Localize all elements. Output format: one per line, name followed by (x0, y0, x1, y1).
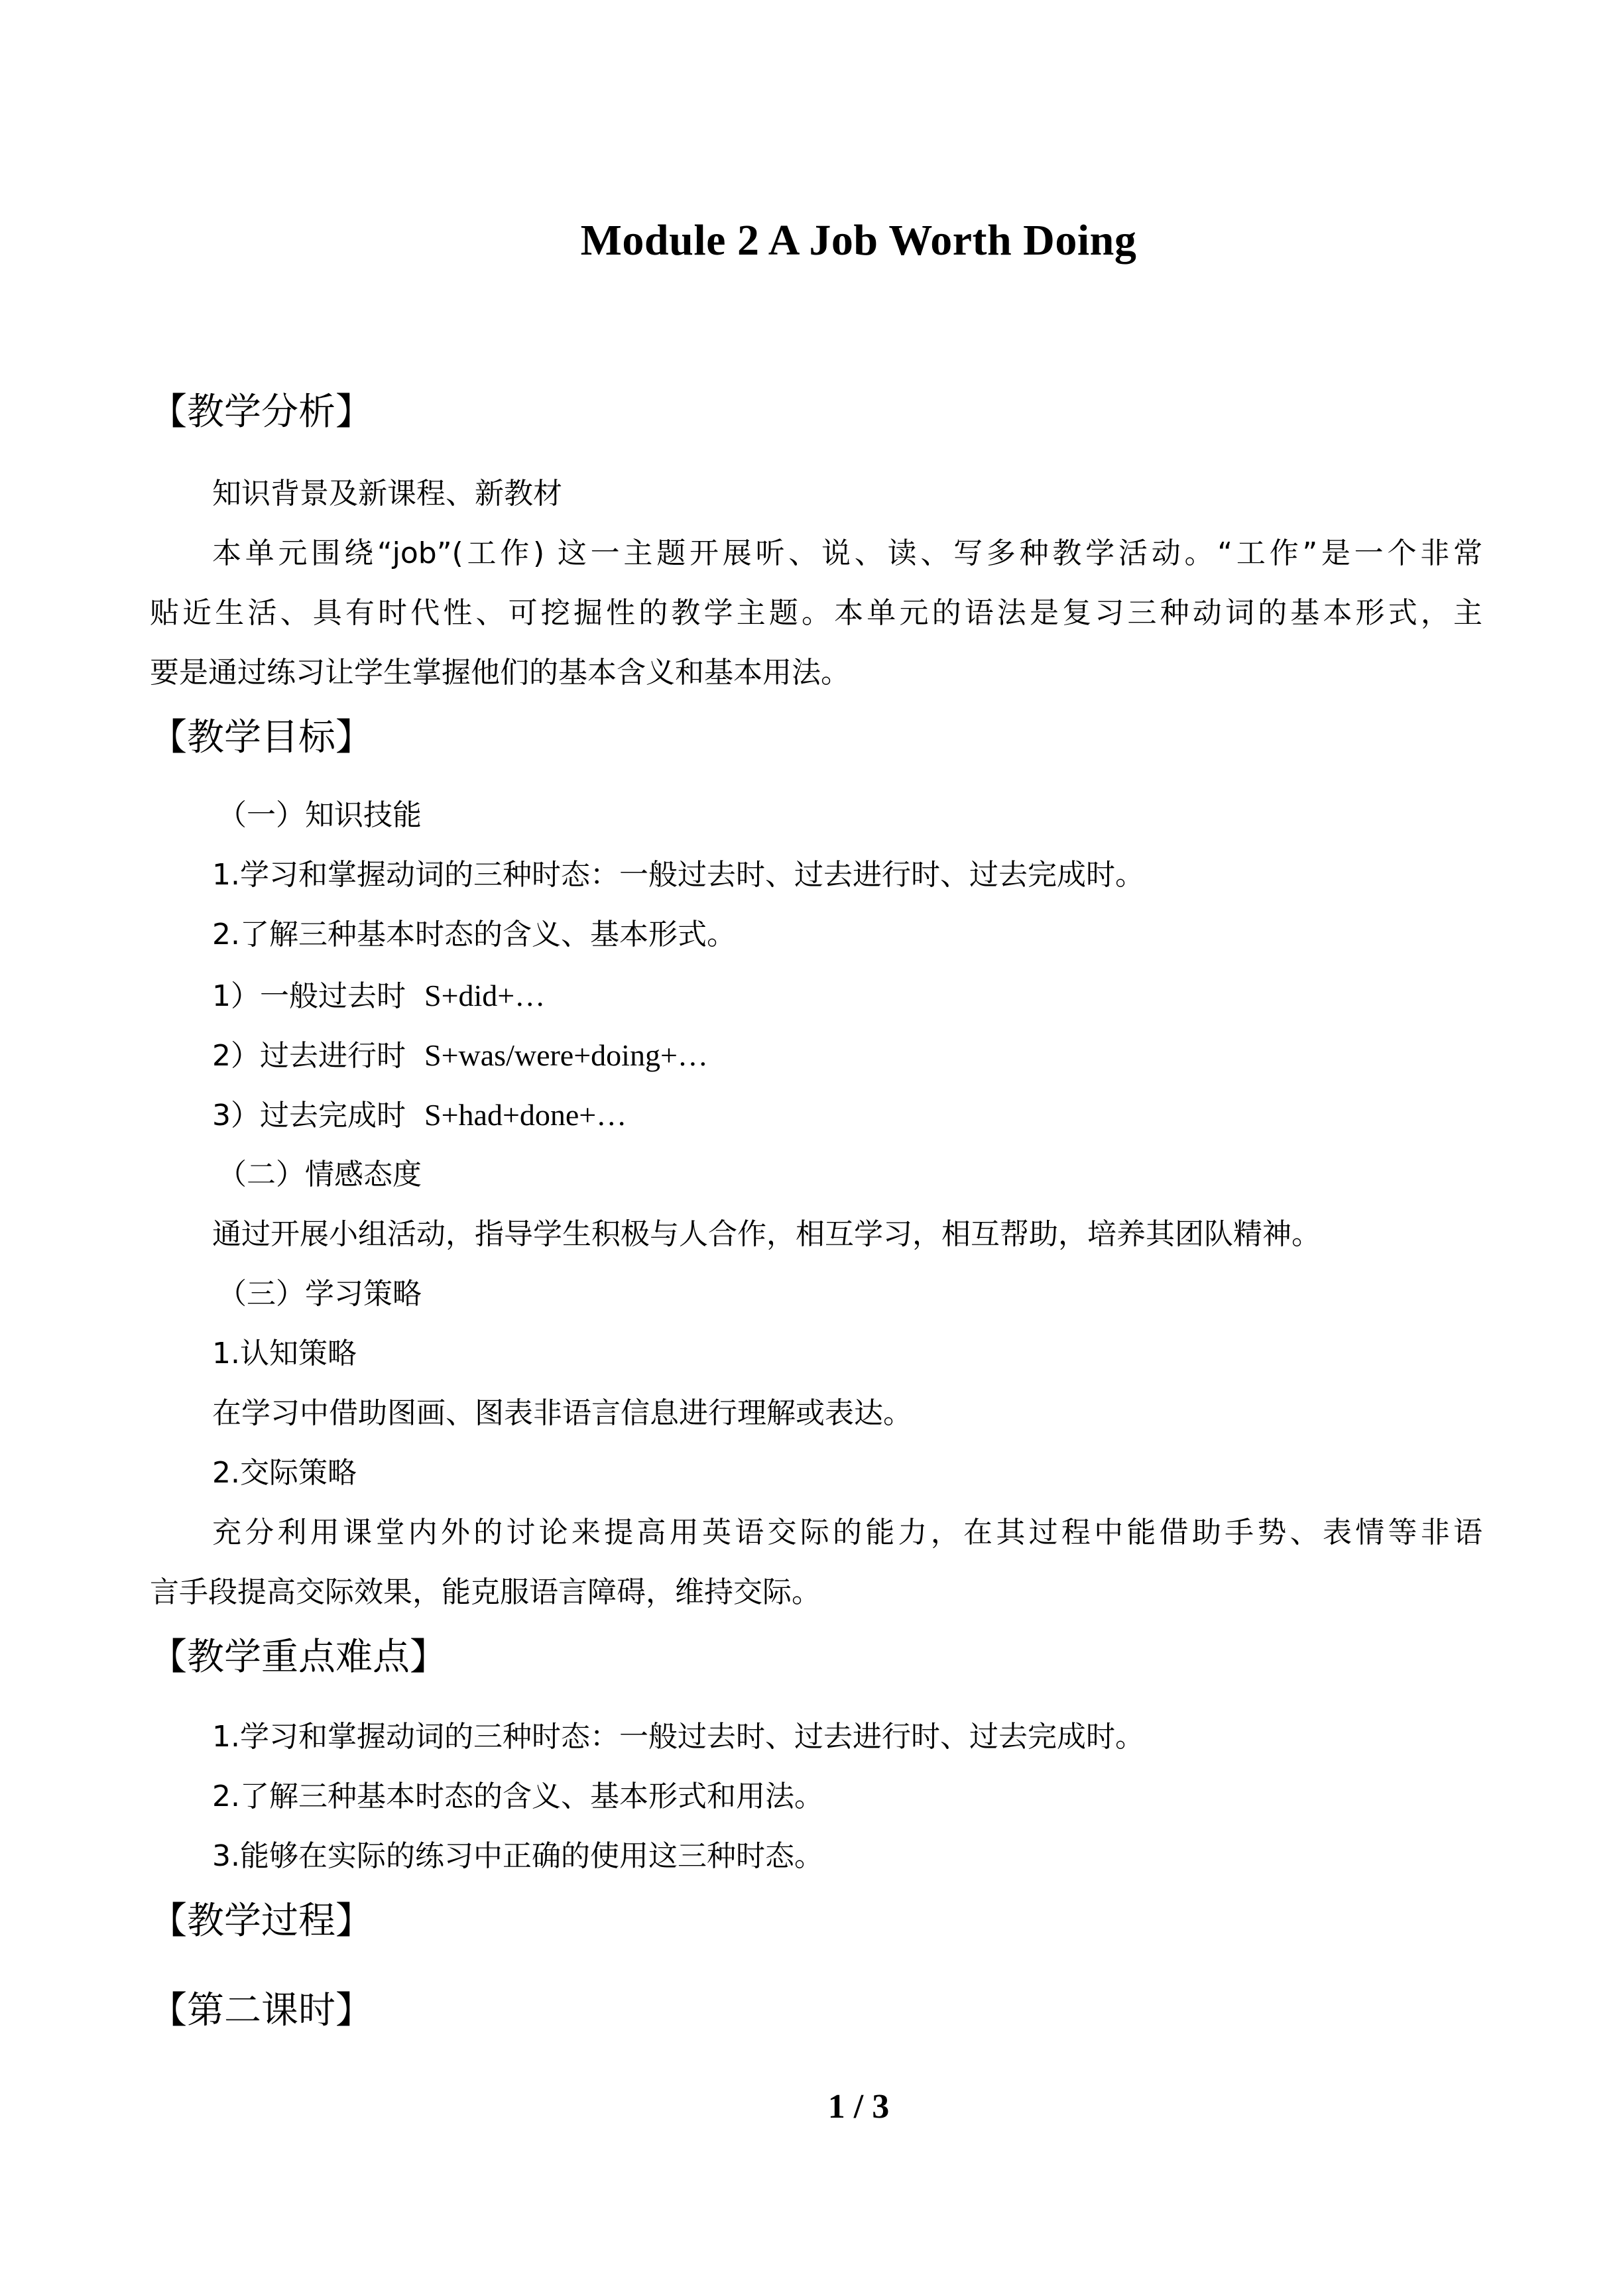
strategy-2-line-2: 言手段提高交际效果，能克服语言障碍，维持交际。 (150, 1575, 821, 1609)
tense-row (212, 1036, 708, 1076)
heading-second-lesson: 【第二课时】 (150, 1989, 373, 2032)
strategy-1-title: 1.认知策略 (212, 1337, 357, 1370)
strategy-1-text: 在学习中借助图画、图表非语言信息进行理解或表达。 (212, 1396, 912, 1430)
tense-label: 2）过去进行时 (212, 1039, 406, 1073)
keypoints-item-3: 3.能够在实际的练习中正确的使用这三种时态。 (212, 1839, 823, 1873)
keypoints-item-2: 2.了解三种基本时态的含义、基本形式和用法。 (212, 1780, 823, 1813)
tense-row (212, 1095, 627, 1136)
strategy-2-line-1: 充分利用课堂内外的讨论来提高用英语交际的能力，在其过程中能借助手势、表情等非语 (212, 1516, 1482, 1549)
objectives-sub-attitude: （二）情感态度 (217, 1158, 422, 1191)
analysis-paragraph-line-3: 要是通过练习让学生掌握他们的基本含义和基本用法。 (150, 656, 850, 690)
heading-teaching-objectives: 【教学目标】 (150, 716, 373, 759)
tense-label: 3）过去完成时 (212, 1099, 406, 1132)
objectives-item-2: 2.了解三种基本时态的含义、基本形式。 (212, 918, 736, 951)
heading-teaching-analysis: 【教学分析】 (150, 391, 373, 434)
strategy-2-title: 2.交际策略 (212, 1456, 357, 1490)
document-title: Module 2 A Job Worth Doing (580, 216, 1137, 265)
objectives-sub-knowledge-skills: （一）知识技能 (217, 798, 422, 832)
tense-formula: S+did+… (424, 979, 546, 1012)
heading-key-difficult-points: 【教学重点难点】 (150, 1636, 447, 1679)
objectives-sub-strategy: （三）学习策略 (217, 1277, 422, 1311)
analysis-paragraph-line-1: 本单元围绕“job”(工作) 这一主题开展听、说、读、写多种教学活动。“工作”是一个非常 (212, 536, 1482, 570)
analysis-paragraph-line-2: 贴近生活、具有时代性、可挖掘性的教学主题。本单元的语法是复习三种动词的基本形式，主 (150, 596, 1482, 630)
heading-teaching-process: 【教学过程】 (150, 1900, 373, 1943)
tense-row (212, 976, 545, 1016)
analysis-subtitle: 知识背景及新课程、新教材 (212, 477, 562, 511)
tense-formula: S+had+done+… (424, 1098, 627, 1132)
objectives-item-1: 1.学习和掌握动词的三种时态：一般过去时、过去进行时、过去完成时。 (212, 858, 1144, 892)
page-number: 1 / 3 (827, 2088, 890, 2126)
objectives-attitude-text: 通过开展小组活动，指导学生积极与人合作，相互学习，相互帮助，培养其团队精神。 (212, 1217, 1321, 1251)
tense-label: 1）一般过去时 (212, 979, 406, 1013)
keypoints-item-1: 1.学习和掌握动词的三种时态：一般过去时、过去进行时、过去完成时。 (212, 1720, 1144, 1754)
tense-formula: S+was/were+doing+… (424, 1038, 708, 1072)
